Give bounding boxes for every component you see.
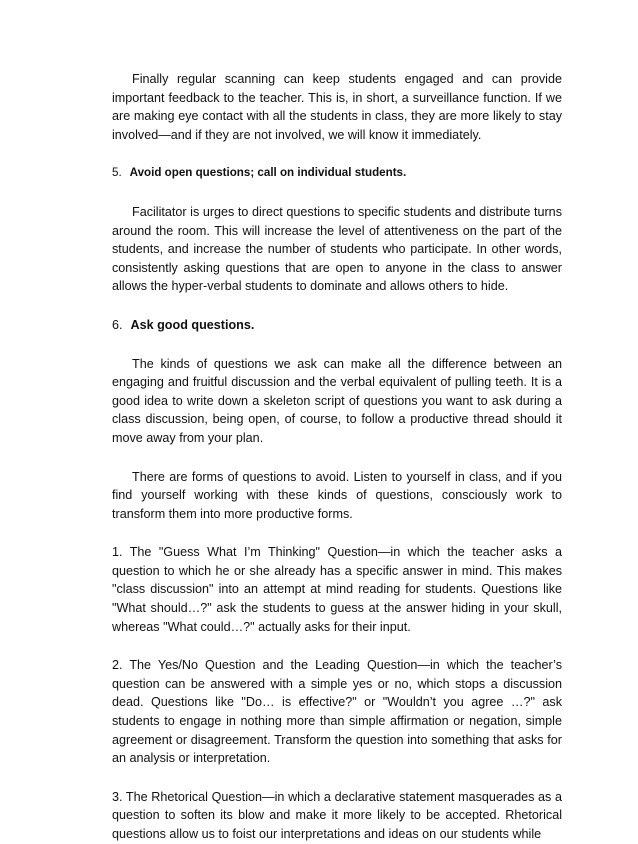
section-heading-5 bbox=[112, 164, 562, 183]
paragraph-rhetorical-question: 3. The Rhetorical Question—in which a declarative statement masquerades as a question to soften its blow and make it more likely to be accepted. Rhetorical questions allow us to foist our interpretations and ideas on our students while bbox=[112, 789, 562, 841]
paragraph-forms-to-avoid: There are forms of questions to avoid. Listen to yourself in class, and if you find yourself working with these kinds of questions, consciously work to transform them into more productive forms. bbox=[112, 469, 562, 521]
paragraph-yes-no-question: 2. The Yes/No Question and the Leading Question—in which the teacher’s question can be answered with a simple yes or no, which stops a discussion dead. Questions like "Do… is effective?" or "Wouldn’t you agree …?" ask students to engage in nothing more than simple affirmation or negation, simple agreement or disagreement. Transform the question into something that asks for an analysis or interpretation. bbox=[112, 658, 562, 766]
section-heading-6 bbox=[112, 316, 562, 335]
paragraph-regular-scanning: Finally regular scanning can keep students engaged and can provide important feedback to the teacher. This is, in short, a surveillance function. If we are making eye contact with all the students in class, they are more likely to stay involved—and if they are not involved, we will know it immediately. bbox=[112, 72, 562, 142]
paragraph-kinds-of-questions: The kinds of questions we ask can make all the difference between an engaging and fruitful discussion and the verbal equivalent of pulling teeth. It is a good idea to write down a skeleton script of questions you want to ask during a class discussion, being open, of course, to follow a productive thread should it move away from your plan. bbox=[112, 356, 562, 445]
paragraph-guess-what-question: 1. The "Guess What I’m Thinking" Question—in which the teacher asks a question to which he or she already has a specific answer in mind. This makes "class discussion" into an attempt at mind reading for students. Questions like "What should…?" ask the students to guess at the answer hiding in your skull, whereas "What could…?" actually asks for their input. bbox=[112, 545, 562, 634]
paragraph-direct-questions: Facilitator is urges to direct questions to specific students and distribute turns around the room. This will increase the level of attentiveness on the part of the students, and increase the number of students who participate. In other words, consistently asking questions that are open to anyone in the class to answer allows the hyper-verbal students to dominate and allows others to hide. bbox=[112, 204, 562, 294]
section-title: Ask good questions. bbox=[130, 317, 255, 332]
section-title: Avoid open questions; call on individual students. bbox=[129, 166, 407, 180]
section-number: 5. bbox=[112, 166, 122, 180]
section-number: 6. bbox=[112, 317, 123, 332]
